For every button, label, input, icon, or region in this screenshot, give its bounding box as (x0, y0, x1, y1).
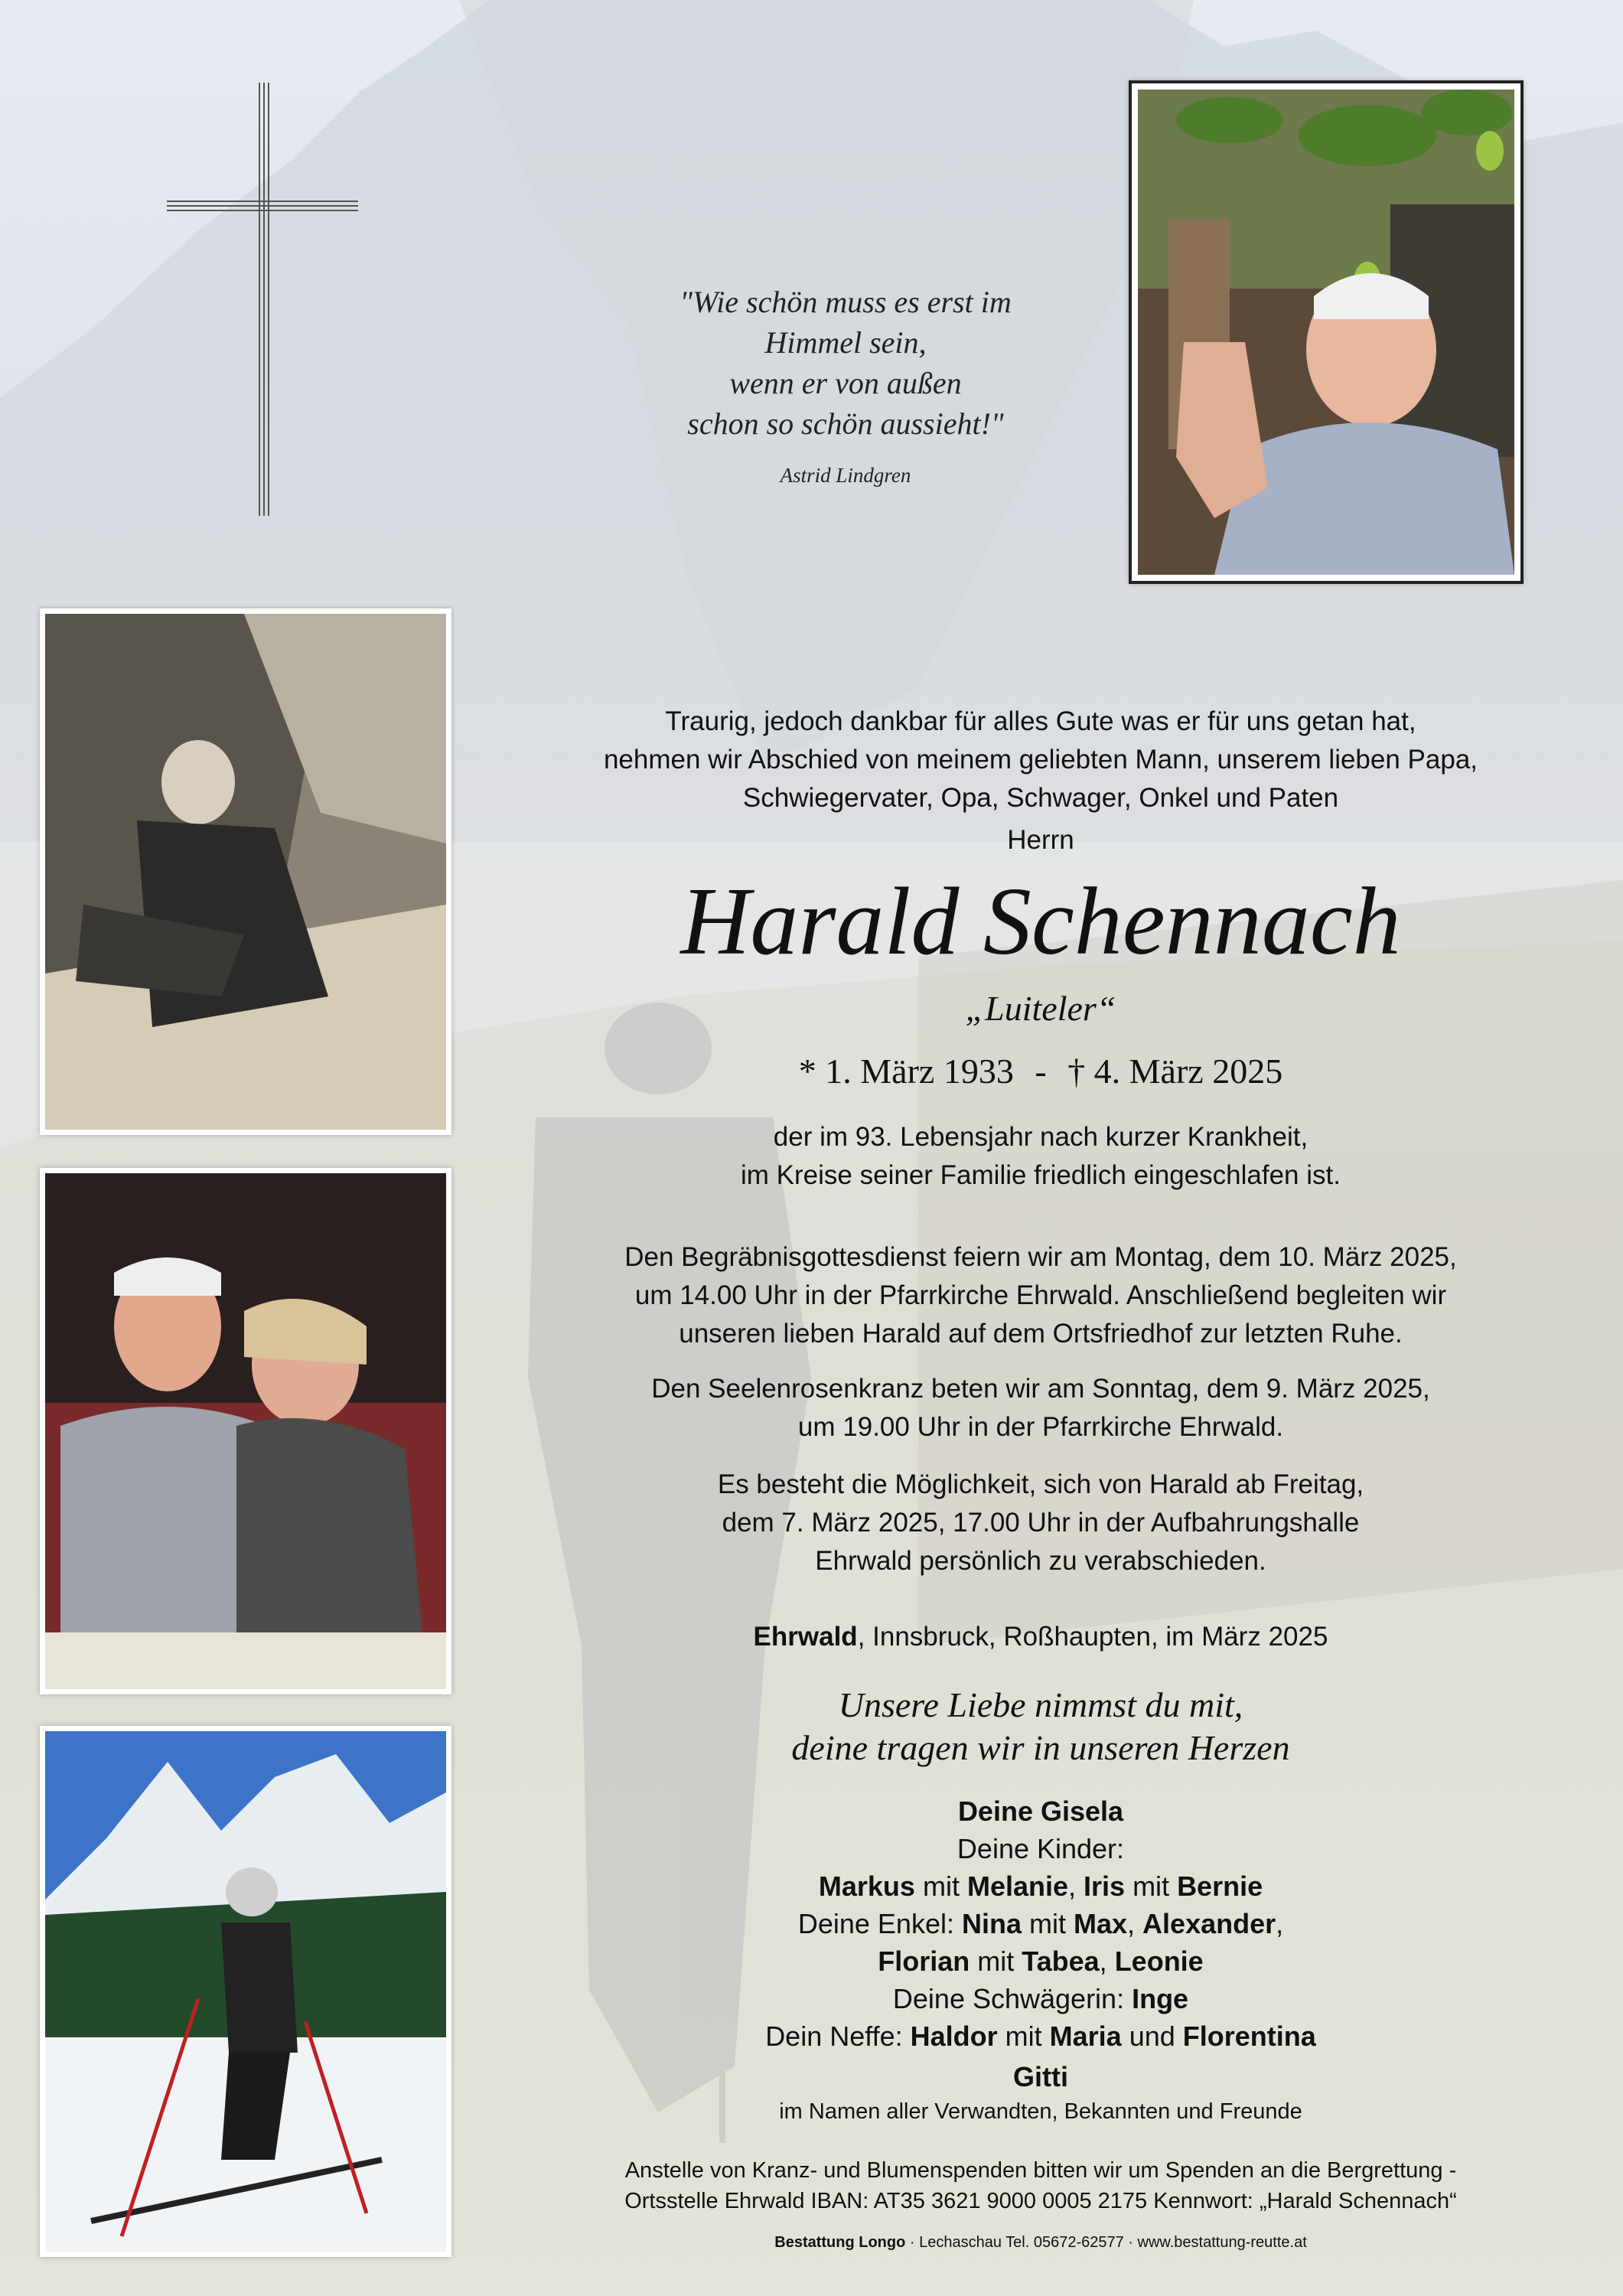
deceased-name: Harald Schennach (680, 869, 1401, 975)
place-rest: , Innsbruck, Roßhaupten, im März 2025 (857, 1622, 1328, 1652)
rosary-text (505, 1370, 1576, 1446)
passing-line: der im 93. Lebensjahr nach kurzer Krankheit, (773, 1122, 1309, 1152)
grandchildren-line-1 (505, 1905, 1576, 1942)
wife: Deine Gisela (957, 1795, 1124, 1827)
children (505, 1867, 1576, 1905)
other-mourner: Gitti (1013, 2061, 1068, 2092)
cross-icon (167, 83, 358, 516)
relative-name: Florentina (1182, 2020, 1316, 2052)
nephew-name: Haldor (910, 2020, 998, 2052)
funeral-line: um 14.00 Uhr in der Pfarrkirche Ehrwald. Anschließend begleiten wir (634, 1280, 1447, 1310)
footer (505, 2232, 1576, 2253)
grandchild-name: Leonie (1114, 1945, 1204, 1977)
death-date: † 4. März 2025 (1067, 1052, 1283, 1091)
grandchildren-line-2 (505, 1942, 1576, 1980)
ski-photo (40, 1726, 451, 2257)
viewing-line: dem 7. März 2025, 17.00 Uhr in der Aufbahrungshalle (722, 1508, 1360, 1538)
grandchild-name: Nina (961, 1908, 1022, 1939)
sister-in-law-name: Inge (1132, 1983, 1189, 2014)
passing-text (505, 1118, 1576, 1195)
connector: , (1127, 1908, 1143, 1939)
child-name: Bernie (1177, 1870, 1263, 1902)
connector: , (1276, 1908, 1284, 1939)
mourners (505, 1792, 1576, 2128)
place-date (505, 1618, 1576, 1656)
connector: , (1099, 1945, 1115, 1977)
funeral-line: Den Begräbnisgottesdienst feiern wir am Montag, dem 10. März 2025, (624, 1242, 1457, 1272)
connector: mit (1125, 1870, 1178, 1902)
connector: und (1121, 2020, 1183, 2052)
quote-line: Himmel sein, (764, 325, 927, 360)
place-bold: Ehrwald (753, 1622, 858, 1652)
nephew-line (505, 2017, 1576, 2055)
motto-line: Unsere Liebe nimmst du mit, (838, 1685, 1243, 1724)
child-name: Melanie (966, 1870, 1068, 1902)
viewing-line: Es besteht die Möglichkeit, sich von Harald ab Freitag, (717, 1469, 1364, 1499)
donation-line: Ortsstelle Ehrwald IBAN: AT35 3621 9000 0005 2175 Kennwort: „Harald Schennach“ (624, 2189, 1457, 2213)
date-separator: - (1035, 1052, 1047, 1091)
portrait-photo (1129, 80, 1524, 584)
motto-line: deine tragen wir in unseren Herzen (791, 1728, 1290, 1767)
donation-text (505, 2155, 1576, 2216)
intro-line: nehmen wir Abschied von meinem geliebten Mann, unserem lieben Papa, (603, 745, 1478, 775)
funeral-line: unseren lieben Harald auf dem Ortsfriedhof zur letzten Ruhe. (679, 1319, 1403, 1349)
children-label: Deine Kinder: (957, 1833, 1125, 1864)
viewing-line: Ehrwald persönlich zu verabschieden. (815, 1546, 1266, 1576)
birth-date: * 1. März 1933 (798, 1052, 1014, 1091)
grandchild-name: Florian (878, 1945, 970, 1977)
grandchild-name: Tabea (1022, 1945, 1100, 1977)
connector: mit (970, 1945, 1022, 1977)
intro-text (505, 703, 1576, 859)
quote-line: "Wie schön muss es erst im (680, 285, 1012, 319)
viewing-text (505, 1466, 1576, 1580)
passing-line: im Kreise seiner Familie friedlich eingeschlafen ist. (741, 1160, 1341, 1190)
sister-in-law-line (505, 1980, 1576, 2017)
funeral-home-name: Bestattung Longo (774, 2234, 906, 2251)
funeral-home-contact: · Lechaschau Tel. 05672-62577 · www.bestattung-reutte.at (905, 2234, 1307, 2251)
on-behalf: im Namen aller Verwandten, Bekannten und Freunde (779, 2099, 1302, 2124)
relative-name: Maria (1049, 2020, 1122, 2052)
funeral-text (505, 1238, 1576, 1353)
connector: mit (997, 2020, 1050, 2052)
rosary-line: um 19.00 Uhr in der Pfarrkirche Ehrwald. (797, 1412, 1284, 1442)
motto (505, 1684, 1576, 1769)
quote-line: schon so schön aussieht!" (687, 406, 1004, 441)
grandchild-name: Alexander (1142, 1908, 1276, 1939)
quote (612, 282, 1079, 444)
connector: mit (914, 1870, 967, 1902)
mountain-rock-photo (40, 608, 451, 1135)
intro-line: Traurig, jedoch dankbar für alles Gute was er für uns getan hat, (665, 706, 1416, 736)
donation-line: Anstelle von Kranz- und Blumenspenden bitten wir um Spenden an die Bergrettung - (624, 2158, 1457, 2183)
life-dates (505, 1050, 1576, 1093)
salutation: Herrn (1007, 825, 1074, 855)
connector: , (1068, 1870, 1084, 1902)
intro-line: Schwiegervater, Opa, Schwager, Onkel und Paten (742, 783, 1339, 813)
child-name: Iris (1084, 1870, 1126, 1902)
quote-author: Astrid Lindgren (780, 464, 911, 487)
nephew-label: Dein Neffe: (765, 2020, 911, 2052)
quote-line: wenn er von außen (729, 366, 962, 400)
grandchild-name: Max (1074, 1908, 1128, 1939)
nickname: „Luiteler“ (965, 989, 1116, 1028)
sister-in-law-label: Deine Schwägerin: (892, 1983, 1133, 2014)
connector: mit (1022, 1908, 1074, 1939)
grandchildren-label: Deine Enkel: (797, 1908, 962, 1939)
couple-photo (40, 1168, 451, 1694)
child-name: Markus (818, 1870, 915, 1902)
rosary-line: Den Seelenrosenkranz beten wir am Sonntag, dem 9. März 2025, (651, 1374, 1430, 1404)
